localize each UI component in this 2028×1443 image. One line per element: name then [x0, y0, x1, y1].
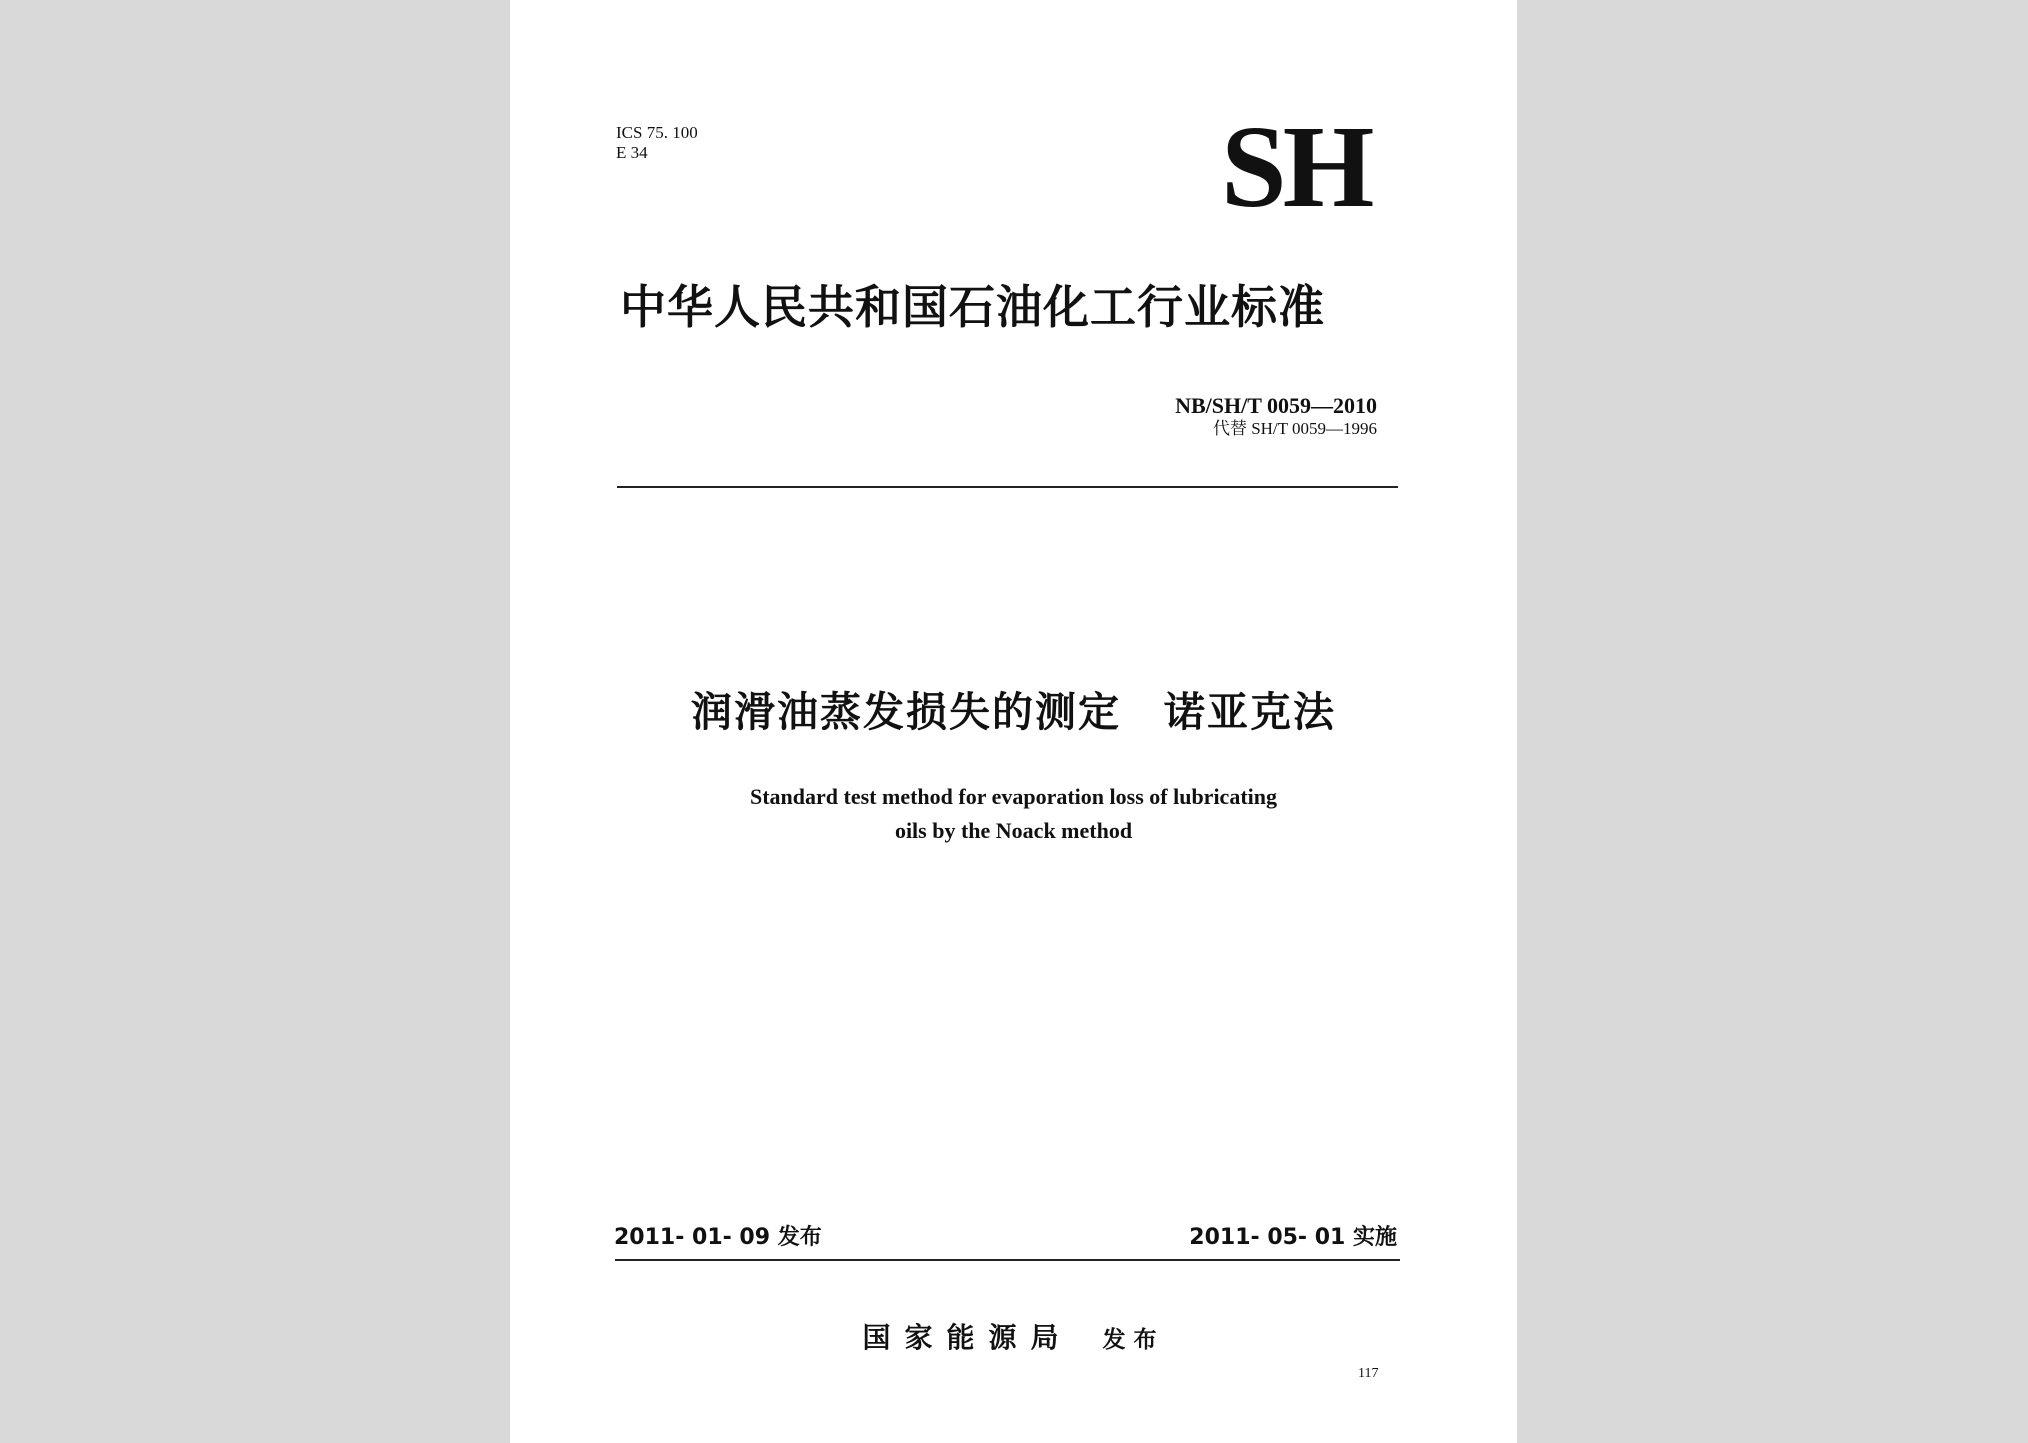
ccs-code: E 34: [616, 143, 648, 162]
sh-logo: SH: [1221, 101, 1371, 232]
publisher-line: [510, 1316, 1517, 1356]
issue-date: 2011- 01- 09 发布: [614, 1225, 822, 1250]
implementation-date: 2011- 05- 01 实施: [1189, 1225, 1397, 1250]
classification-codes: [616, 123, 698, 163]
header-divider: [617, 486, 1398, 488]
english-title-line-1: Standard test method for evaporation loss of lubricating: [750, 784, 1277, 809]
english-title-line-2: oils by the Noack method: [894, 818, 1133, 843]
replaced-standard: 代替 SH/T 0059—1996: [1212, 419, 1377, 438]
publisher-action: 发布: [1102, 1327, 1165, 1353]
document-page: [510, 0, 1517, 1443]
document-title-english: [510, 780, 1517, 848]
footer-divider: [615, 1259, 1400, 1261]
publisher-organization: 国家能源局: [862, 1321, 1073, 1354]
ics-code: ICS 75. 100: [616, 123, 698, 142]
page-number: 117: [1358, 1366, 1379, 1381]
document-title-chinese: 润滑油蒸发损失的测定 诺亚克法: [691, 688, 1336, 736]
standard-category-title: 中华人民共和国石油化工行业标准: [620, 280, 1325, 334]
standard-code: NB/SH/T 0059—2010: [1175, 393, 1377, 418]
